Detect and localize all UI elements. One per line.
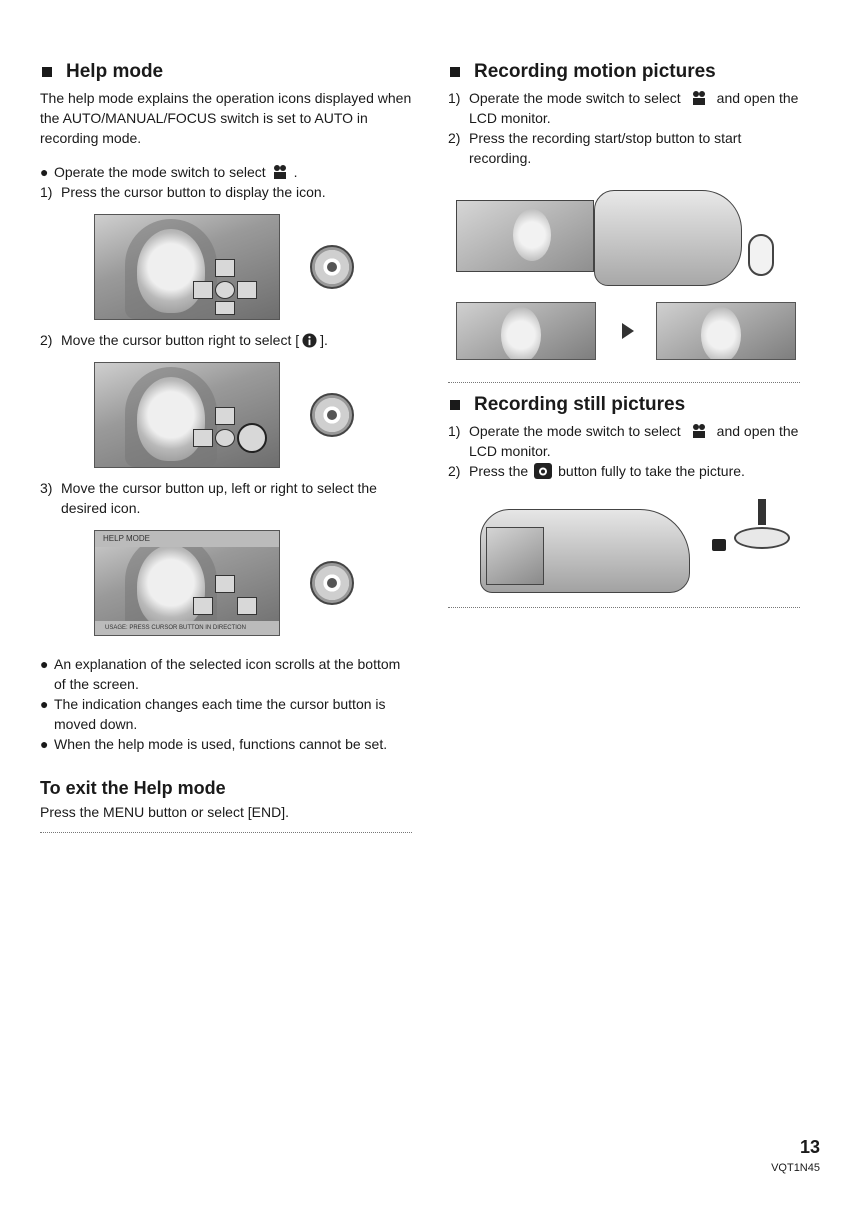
record-button-icon xyxy=(748,234,774,276)
bullet-icon: ● xyxy=(40,736,49,752)
arrow-down-icon xyxy=(758,499,766,525)
list-item: ● When the help mode is used, functions cannot be set. xyxy=(40,736,388,752)
exit-help-text: Press the MENU button or select [END]. xyxy=(40,804,289,820)
bullet-icon: ● xyxy=(40,696,49,712)
help-mode-title xyxy=(40,60,412,84)
square-bullet-icon xyxy=(450,400,460,410)
pause-screen-image xyxy=(456,302,596,360)
document-code: VQT1N45 xyxy=(771,1162,820,1174)
still-step-1: 1) Operate the mode switch to select and open the LCD monitor. xyxy=(448,423,799,459)
photoshot-button-icon xyxy=(712,539,726,551)
photoshot-button-image xyxy=(734,527,790,549)
figure-step-2 xyxy=(94,362,412,468)
recording-mode-icon xyxy=(272,164,288,180)
still-step-2: 2) Press the button fully to take the picture. xyxy=(448,463,745,479)
info-icon xyxy=(302,333,317,348)
camcorder-body-image xyxy=(594,190,742,286)
help-mode-bar: HELP MODE xyxy=(95,531,279,547)
lcd-monitor-image xyxy=(456,200,594,272)
divider xyxy=(448,607,800,608)
cursor-button-icon xyxy=(310,245,354,289)
square-bullet-icon xyxy=(450,67,460,77)
help-mode-intro: The help mode explains the operation icons displayed when the AUTO/MANUAL/FOCUS switch is set to AUTO in recording mode. xyxy=(40,90,412,146)
bullet-text: Operate the mode switch to select . xyxy=(54,164,298,180)
icon-tile xyxy=(215,281,235,299)
divider xyxy=(448,382,800,383)
help-scroll-text: USAGE: PRESS CURSOR BUTTON IN DIRECTION xyxy=(95,621,279,635)
camcorder-lcd-figure xyxy=(456,186,766,294)
icon-tile xyxy=(237,281,257,299)
exit-help-title: To exit the Help mode xyxy=(40,778,226,798)
recording-preview-figure xyxy=(456,302,800,360)
help-mode-section xyxy=(40,60,412,833)
lcd-screen-image xyxy=(94,362,280,468)
lcd-screen-image xyxy=(94,214,280,320)
bullet-icon: ● xyxy=(40,164,49,180)
help-mode-heading: Help mode xyxy=(66,61,164,82)
icon-tile xyxy=(215,301,235,315)
step-1: 1) Press the cursor button to display the icon. xyxy=(40,184,326,200)
divider xyxy=(40,832,412,833)
motion-title: Recording motion pictures xyxy=(448,60,800,84)
icon-tile xyxy=(215,259,235,277)
lcd-monitor-image xyxy=(486,527,544,585)
arrow-right-icon xyxy=(622,323,634,339)
cursor-button-up-left-right-icon xyxy=(310,561,354,605)
recording-section xyxy=(448,60,800,608)
figure-step-3 xyxy=(94,530,412,636)
recording-mode-icon xyxy=(691,90,707,106)
step-2: 2) Move the cursor button right to select [ ]. xyxy=(40,332,328,348)
list-item: ● An explanation of the selected icon scrolls at the bottom of the screen. xyxy=(40,656,401,692)
list-item: ● The indication changes each time the cursor button is moved down. xyxy=(40,696,386,732)
photoshot-button-icon xyxy=(534,463,552,479)
page-number: 13 xyxy=(799,1137,820,1157)
motion-step-2: 2) Press the recording start/stop button to start recording. xyxy=(448,130,742,166)
bullet-icon: ● xyxy=(40,656,49,672)
list-item xyxy=(40,162,412,182)
square-bullet-icon xyxy=(42,67,52,77)
still-title: Recording still pictures xyxy=(448,393,800,417)
figure-step-1 xyxy=(94,214,412,320)
recording-screen-image xyxy=(656,302,796,360)
info-selected-icon xyxy=(237,423,267,453)
step-3: 3) Move the cursor button up, left or right to select the desired icon. xyxy=(40,480,377,516)
cursor-button-right-icon xyxy=(310,393,354,437)
recording-mode-icon xyxy=(691,423,707,439)
lcd-help-screen-image xyxy=(94,530,280,636)
motion-step-1: 1) Operate the mode switch to select and open the LCD monitor. xyxy=(448,90,799,126)
icon-tile xyxy=(193,281,213,299)
camcorder-photoshot-figure xyxy=(480,499,790,599)
